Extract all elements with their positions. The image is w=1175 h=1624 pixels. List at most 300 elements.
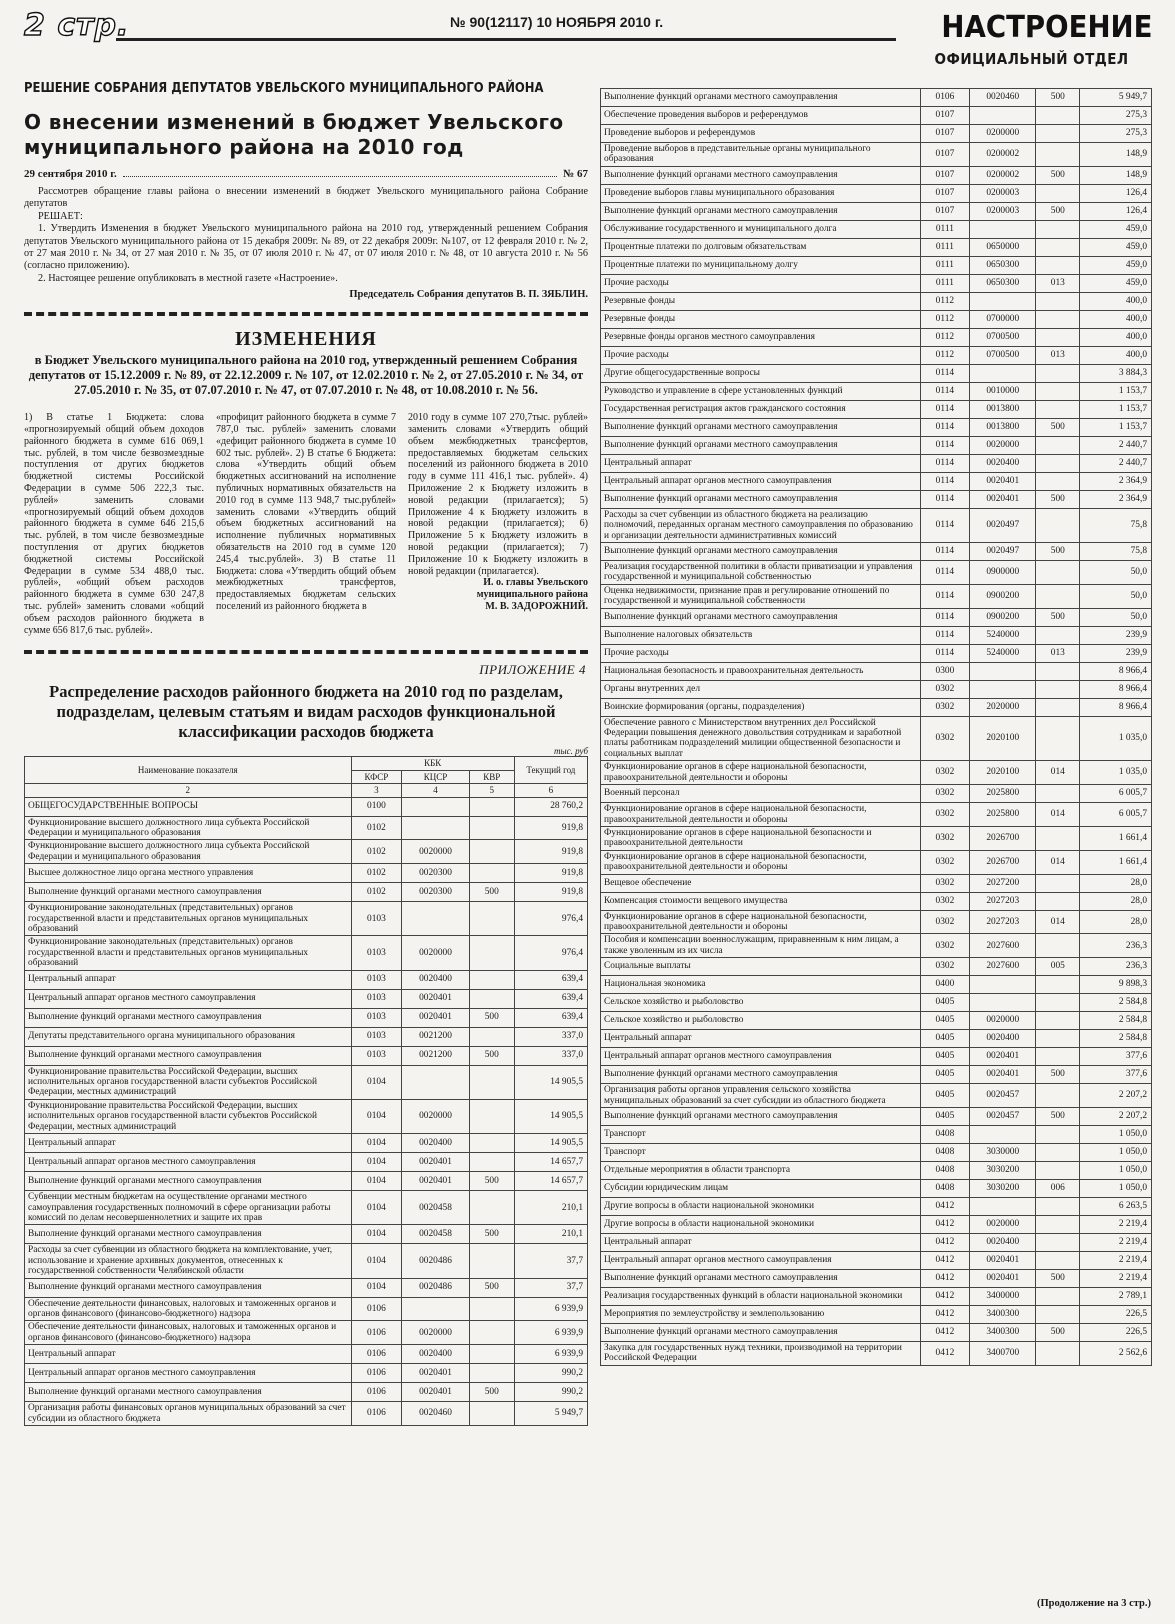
- row-kvr: [1036, 1341, 1080, 1365]
- row-name: Выполнение налоговых обязательств: [601, 626, 921, 644]
- row-name: Транспорт: [601, 1125, 921, 1143]
- row-kfsr: 0104: [351, 1065, 402, 1099]
- row-kfsr: 0104: [351, 1278, 402, 1297]
- row-kcsr: 0020401: [970, 1251, 1036, 1269]
- row-amount: 210,1: [514, 1225, 587, 1244]
- table-row: [25, 902, 588, 936]
- row-kvr: [1036, 698, 1080, 716]
- changes-body: [24, 412, 588, 636]
- row-name: Функционирование правительства Российской Федерации, высших исполнительных органов государственной власти субъектов Российской Федерации, местных администраций: [25, 1099, 352, 1133]
- row-kvr: [469, 1191, 514, 1225]
- row-amount: 976,4: [514, 936, 587, 970]
- row-kcsr: [970, 1197, 1036, 1215]
- row-kvr: [469, 936, 514, 970]
- row-kvr: 500: [469, 1225, 514, 1244]
- row-name: Функционирование органов в сфере национальной безопасности, правоохранительной деятельности и обороны: [601, 910, 921, 934]
- table-row: [601, 761, 1152, 785]
- resolution-body: [24, 186, 588, 285]
- row-name: Национальная экономика: [601, 976, 921, 994]
- row-kcsr: 0020000: [970, 1215, 1036, 1233]
- row-name: Выполнение функций органами местного самоуправления: [601, 1323, 921, 1341]
- row-kcsr: [970, 976, 1036, 994]
- row-kcsr: 0020000: [402, 1321, 470, 1345]
- row-kcsr: 0700000: [970, 310, 1036, 328]
- row-amount: 226,5: [1080, 1323, 1152, 1341]
- row-kvr: 500: [1036, 418, 1080, 436]
- row-kvr: 500: [1036, 89, 1080, 107]
- row-kcsr: 0020300: [402, 864, 470, 883]
- row-name: Выполнение функций органами местного самоуправления: [601, 166, 921, 184]
- row-name: Другие вопросы в области национальной экономики: [601, 1215, 921, 1233]
- table-row: [25, 970, 588, 989]
- row-kfsr: 0114: [920, 472, 970, 490]
- right-column: [600, 88, 1152, 1366]
- row-kfsr: 0405: [920, 1084, 970, 1108]
- resolution-number: № 67: [563, 168, 588, 180]
- row-kvr: [1036, 561, 1080, 585]
- row-kvr: [1036, 1048, 1080, 1066]
- row-name: Социальные выплаты: [601, 958, 921, 976]
- row-kfsr: 0405: [920, 1012, 970, 1030]
- row-kvr: 500: [469, 1278, 514, 1297]
- row-kfsr: 0405: [920, 1030, 970, 1048]
- row-amount: 14 657,7: [514, 1172, 587, 1191]
- row-amount: 2 584,8: [1080, 994, 1152, 1012]
- section-label: ОФИЦИАЛЬНЫЙ ОТДЕЛ: [934, 50, 1129, 68]
- row-amount: 1 153,7: [1080, 400, 1152, 418]
- row-kvr: [1036, 436, 1080, 454]
- row-kcsr: 3030200: [970, 1179, 1036, 1197]
- row-kfsr: 0111: [920, 220, 970, 238]
- table-row: [25, 1191, 588, 1225]
- row-kfsr: 0106: [351, 1383, 402, 1402]
- row-kcsr: 3400700: [970, 1341, 1036, 1365]
- row-kvr: [469, 864, 514, 883]
- row-kfsr: 0405: [920, 1107, 970, 1125]
- row-name: Сельское хозяйство и рыболовство: [601, 1012, 921, 1030]
- table-row: [25, 1225, 588, 1244]
- row-name: Высшее должностное лицо органа местного управления: [25, 864, 352, 883]
- row-kcsr: [402, 816, 470, 840]
- row-kfsr: 0405: [920, 1066, 970, 1084]
- row-name: Обеспечение равного с Министерством внутренних дел Российской Федерации повышения денежного довольствия сотрудникам и заработной платы работникам подразделений милиции общественной безопасности и социальных выплат: [601, 716, 921, 761]
- row-kfsr: 0106: [351, 1345, 402, 1364]
- resolution-paragraph: 2. Настоящее решение опубликовать в местной газете «Настроение».: [38, 272, 338, 284]
- row-kfsr: 0408: [920, 1161, 970, 1179]
- row-kfsr: 0107: [920, 202, 970, 220]
- table-row: [601, 803, 1152, 827]
- table-row: [601, 107, 1152, 125]
- row-kfsr: 0114: [920, 644, 970, 662]
- row-kvr: [1036, 1305, 1080, 1323]
- row-kvr: [469, 1402, 514, 1426]
- row-kcsr: 0020460: [970, 89, 1036, 107]
- row-kcsr: 2020100: [970, 761, 1036, 785]
- row-name: Функционирование законодательных (представительных) органов государственной власти и представительных органов муниципальных образований: [25, 936, 352, 970]
- row-kvr: 500: [469, 1046, 514, 1065]
- resolution-date: 29 сентября 2010 г.: [24, 168, 117, 180]
- row-name: Реализация государственных функций в области национальной экономики: [601, 1287, 921, 1305]
- row-amount: 337,0: [514, 1046, 587, 1065]
- row-amount: 75,8: [1080, 508, 1152, 542]
- row-kvr: [1036, 328, 1080, 346]
- row-kvr: 500: [1036, 543, 1080, 561]
- row-kfsr: 0112: [920, 292, 970, 310]
- row-kvr: [1036, 1143, 1080, 1161]
- row-kcsr: 0020401: [970, 1269, 1036, 1287]
- row-name: Выполнение функций органами местного самоуправления: [601, 436, 921, 454]
- resolution-paragraph: 1. Утвердить Изменения в бюджет Увельского муниципального района на 2010 год, утвержденный решением Собрания депутатов Увельского муниципального района от 15 декабря 2009г. № 89, от 22 декабря 2009г. №107, от 12 февраля 2010 г. № 2, от 27 мая 2010 г. № 34, от 27 мая 2010 г. № 35, от 07 июля 2010 г. № 47, от 07 июля 2010 г. № 48, от 10 августа 2010 г. № 56 (согласно приложению).: [24, 223, 588, 272]
- row-kfsr: 0100: [351, 797, 402, 816]
- row-name: Обеспечение деятельности финансовых, налоговых и таможенных органов и органов финансового (финансово-бюджетного) надзора: [25, 1297, 352, 1321]
- masthead-rule: [116, 38, 896, 41]
- row-kfsr: 0302: [920, 958, 970, 976]
- table-row: [601, 874, 1152, 892]
- table-row: [601, 1305, 1152, 1323]
- row-kcsr: 0020000: [970, 436, 1036, 454]
- row-kcsr: [402, 797, 470, 816]
- row-kcsr: 0900000: [970, 561, 1036, 585]
- row-kfsr: 0102: [351, 864, 402, 883]
- row-kcsr: 0650300: [970, 256, 1036, 274]
- header-kvr: КВР: [469, 770, 514, 783]
- row-kcsr: 0650300: [970, 274, 1036, 292]
- row-kvr: [1036, 716, 1080, 761]
- table-row: [601, 826, 1152, 850]
- row-name: Центральный аппарат: [25, 1134, 352, 1153]
- table-row: [601, 662, 1152, 680]
- row-amount: 8 966,4: [1080, 680, 1152, 698]
- row-kfsr: 0103: [351, 970, 402, 989]
- row-kvr: [1036, 364, 1080, 382]
- row-kcsr: 5240000: [970, 626, 1036, 644]
- row-name: Функционирование высшего должностного лица субъекта Российской Федерации и муниципального образования: [25, 816, 352, 840]
- table-row: [601, 910, 1152, 934]
- row-kvr: [1036, 143, 1080, 167]
- divider: [24, 650, 588, 654]
- row-kcsr: 0020400: [402, 1134, 470, 1153]
- row-kvr: 013: [1036, 274, 1080, 292]
- row-kcsr: 0010000: [970, 382, 1036, 400]
- row-kfsr: 0104: [351, 1191, 402, 1225]
- row-kfsr: 0104: [351, 1244, 402, 1278]
- row-kvr: [1036, 454, 1080, 472]
- left-table-body: [25, 797, 588, 1425]
- table-row: [601, 472, 1152, 490]
- row-kfsr: 0302: [920, 761, 970, 785]
- resolution-paragraph: Рассмотрев обращение главы района о внесении изменений в бюджет Увельского муниципального района Собрание депутатов: [24, 186, 588, 210]
- row-name: Функционирование органов в сфере национальной безопасности, правоохранительной деятельности и обороны: [601, 761, 921, 785]
- row-name: Центральный аппарат: [25, 970, 352, 989]
- row-amount: 6 939,9: [514, 1321, 587, 1345]
- row-kvr: 500: [469, 1172, 514, 1191]
- row-kfsr: 0114: [920, 626, 970, 644]
- row-kfsr: 0114: [920, 543, 970, 561]
- row-kvr: [469, 902, 514, 936]
- row-kvr: [1036, 125, 1080, 143]
- row-amount: 1 035,0: [1080, 761, 1152, 785]
- row-kcsr: [402, 1065, 470, 1099]
- row-kvr: [1036, 934, 1080, 958]
- table-row: [601, 454, 1152, 472]
- row-name: Государственная регистрация актов гражданского состояния: [601, 400, 921, 418]
- row-kvr: [1036, 238, 1080, 256]
- row-kfsr: 0107: [920, 125, 970, 143]
- row-kvr: [1036, 1125, 1080, 1143]
- row-kcsr: 3030200: [970, 1161, 1036, 1179]
- row-amount: 6 005,7: [1080, 803, 1152, 827]
- row-kcsr: 0020457: [970, 1107, 1036, 1125]
- row-kcsr: 0020401: [402, 1383, 470, 1402]
- row-amount: 2 207,2: [1080, 1084, 1152, 1108]
- row-name: Субвенции местным бюджетам на осуществление органами местного самоуправления государственных полномочий в сфере организации работы комиссий по делам несовершеннолетних и защите их прав: [25, 1191, 352, 1225]
- table-row: [601, 584, 1152, 608]
- row-amount: 1 661,4: [1080, 850, 1152, 874]
- row-name: Выполнение функций органами местного самоуправления: [25, 883, 352, 902]
- row-kcsr: 0020400: [970, 454, 1036, 472]
- row-kcsr: [970, 292, 1036, 310]
- row-kvr: 500: [1036, 1323, 1080, 1341]
- row-amount: 2 440,7: [1080, 436, 1152, 454]
- row-kfsr: 0302: [920, 803, 970, 827]
- row-kvr: [469, 1345, 514, 1364]
- row-name: Процентные платежи по долговым обязательствам: [601, 238, 921, 256]
- row-name: Центральный аппарат: [601, 1233, 921, 1251]
- table-row: [25, 816, 588, 840]
- continuation-note: (Продолжение на 3 стр.): [1037, 1598, 1151, 1609]
- row-amount: 377,6: [1080, 1066, 1152, 1084]
- table-row: [25, 1364, 588, 1383]
- row-amount: 990,2: [514, 1364, 587, 1383]
- row-kcsr: 0020401: [970, 1066, 1036, 1084]
- row-amount: 2 219,4: [1080, 1251, 1152, 1269]
- table-row: [25, 1153, 588, 1172]
- row-kfsr: 0104: [351, 1172, 402, 1191]
- row-kcsr: 0013800: [970, 418, 1036, 436]
- row-name: Выполнение функций органами местного самоуправления: [25, 1008, 352, 1027]
- row-name: Выполнение функций органами местного самоуправления: [25, 1172, 352, 1191]
- row-name: Центральный аппарат: [25, 1345, 352, 1364]
- row-kfsr: 0412: [920, 1251, 970, 1269]
- page-number: 2 стр.: [24, 8, 130, 43]
- row-kcsr: 0200003: [970, 202, 1036, 220]
- row-kvr: [1036, 874, 1080, 892]
- table-row: [601, 1048, 1152, 1066]
- table-row: [601, 328, 1152, 346]
- row-kcsr: [970, 1125, 1036, 1143]
- row-kcsr: 0020300: [402, 883, 470, 902]
- table-row: [601, 680, 1152, 698]
- row-name: Сельское хозяйство и рыболовство: [601, 994, 921, 1012]
- row-name: Центральный аппарат органов местного самоуправления: [601, 1048, 921, 1066]
- table-row: [601, 400, 1152, 418]
- left-column: [24, 80, 588, 1426]
- row-amount: 919,8: [514, 883, 587, 902]
- table-row: [601, 508, 1152, 542]
- row-kcsr: 0020000: [402, 1099, 470, 1133]
- row-name: Обслуживание государственного и муниципального долга: [601, 220, 921, 238]
- table-row: [601, 608, 1152, 626]
- row-kvr: [1036, 508, 1080, 542]
- row-kcsr: 0020000: [970, 1012, 1036, 1030]
- row-kcsr: 0020400: [970, 1030, 1036, 1048]
- budget-table-right: [600, 88, 1152, 1366]
- row-amount: 1 050,0: [1080, 1143, 1152, 1161]
- row-amount: 976,4: [514, 902, 587, 936]
- table-row: [601, 418, 1152, 436]
- row-kcsr: [402, 1297, 470, 1321]
- annex-label: ПРИЛОЖЕНИЕ 4: [479, 662, 586, 678]
- row-kcsr: 0020401: [970, 1048, 1036, 1066]
- row-kvr: [469, 1297, 514, 1321]
- row-kfsr: 0412: [920, 1323, 970, 1341]
- row-kcsr: 2027203: [970, 892, 1036, 910]
- table-row: [601, 292, 1152, 310]
- row-name: Реализация государственной политики в области приватизации и управления государственной и муниципальной собственностью: [601, 561, 921, 585]
- row-kcsr: 0020000: [402, 840, 470, 864]
- row-kfsr: 0412: [920, 1269, 970, 1287]
- row-kfsr: 0412: [920, 1215, 970, 1233]
- row-kcsr: 0013800: [970, 400, 1036, 418]
- table-row: [601, 698, 1152, 716]
- row-kfsr: 0302: [920, 892, 970, 910]
- row-kfsr: 0302: [920, 850, 970, 874]
- row-kvr: 014: [1036, 850, 1080, 874]
- row-amount: 919,8: [514, 864, 587, 883]
- row-kcsr: 0020460: [402, 1402, 470, 1426]
- row-amount: 400,0: [1080, 310, 1152, 328]
- row-kcsr: 2027200: [970, 874, 1036, 892]
- row-kvr: [1036, 1233, 1080, 1251]
- row-kfsr: 0300: [920, 662, 970, 680]
- row-kcsr: 0020401: [402, 1172, 470, 1191]
- row-kfsr: 0302: [920, 934, 970, 958]
- table-row: [25, 936, 588, 970]
- row-kfsr: 0103: [351, 1027, 402, 1046]
- table-row: [601, 143, 1152, 167]
- row-kvr: [1036, 382, 1080, 400]
- row-kcsr: 0700500: [970, 328, 1036, 346]
- row-kvr: [1036, 994, 1080, 1012]
- row-amount: 1 050,0: [1080, 1125, 1152, 1143]
- row-kcsr: 3400000: [970, 1287, 1036, 1305]
- table-row: [601, 1287, 1152, 1305]
- resolution-header: РЕШЕНИЕ СОБРАНИЯ ДЕПУТАТОВ УВЕЛЬСКОГО МУНИЦИПАЛЬНОГО РАЙОНА: [24, 80, 544, 96]
- row-kvr: [1036, 680, 1080, 698]
- row-kcsr: [970, 662, 1036, 680]
- row-amount: 5 949,7: [514, 1402, 587, 1426]
- row-amount: 148,9: [1080, 143, 1152, 167]
- row-kvr: 500: [1036, 1066, 1080, 1084]
- row-amount: 5 949,7: [1080, 89, 1152, 107]
- row-kvr: [1036, 1215, 1080, 1233]
- table-row: [601, 1066, 1152, 1084]
- row-amount: 2 584,8: [1080, 1012, 1152, 1030]
- row-kfsr: 0114: [920, 561, 970, 585]
- row-amount: 1 153,7: [1080, 418, 1152, 436]
- row-kfsr: 0114: [920, 490, 970, 508]
- table-row: [25, 1027, 588, 1046]
- table-row: [25, 883, 588, 902]
- row-kcsr: 3030000: [970, 1143, 1036, 1161]
- row-name: Проведение выборов главы муниципального образования: [601, 184, 921, 202]
- row-kfsr: 0412: [920, 1305, 970, 1323]
- row-kfsr: 0114: [920, 418, 970, 436]
- table-row: [601, 785, 1152, 803]
- row-kcsr: 2026700: [970, 826, 1036, 850]
- table-row: [601, 1323, 1152, 1341]
- row-name: Отдельные мероприятия в области транспорта: [601, 1161, 921, 1179]
- row-amount: 639,4: [514, 1008, 587, 1027]
- row-kcsr: 0020458: [402, 1191, 470, 1225]
- row-kvr: [1036, 1012, 1080, 1030]
- row-kvr: [1036, 1197, 1080, 1215]
- row-amount: 210,1: [514, 1191, 587, 1225]
- row-kcsr: 0200003: [970, 184, 1036, 202]
- masthead: [24, 8, 1152, 48]
- row-kfsr: 0405: [920, 994, 970, 1012]
- row-name: Другие общегосударственные вопросы: [601, 364, 921, 382]
- resolution-paragraph: РЕШАЕТ:: [38, 210, 83, 222]
- row-name: Центральный аппарат органов местного самоуправления: [25, 1153, 352, 1172]
- row-kfsr: 0107: [920, 184, 970, 202]
- row-kcsr: 0900200: [970, 608, 1036, 626]
- budget-table-left: Наименование показателя КБК Текущий год КФСР КЦСР КВР 2 3 4 5 6 ОБЩЕГОСУДАРСТВЕННЫЕ ВОПРОСЫ 0100 28 760,2 Функционирование высшего должностного лица субъекта Российской Федерации и муниципального образования 0102 919,8 Функционирование высшего должностного лица субъекта Российской Федерации и муниципального образования 0102 0020000 919,8 Высшее должностное лицо органа местного управления 0102 0020300 919,8 Выполнение функций органами местного самоуправления 0102 0020300 500 919,8 Функционирование законодательных (представительных) органов государственной власти и представительных органов муниципальных образований 0103 976,4 Функционирование законодательных (представительных) органов государственной власти и представительных органов муниципальных образований 0103 0020000 976,4 Центральный аппарат 0103 0020400 639,4 Центральный аппарат органов местного самоуправления 0103 0020401 639,4 Выполнение функций органами местного самоуправления 0103 0020401 500 639,4 Депутаты представительного органа муниципального образования 0103 0021200 337,0 Выполнение функций органами местного самоуправления 0103 0021200 500 337,0 Функционирование правительства Российской Федерации, высших исполнительных органов государственной власти субъектов Российской Федерации, местных администраций 0104 14 905,5 Функционирование правительства Российской Федерации, высших исполнительных органов государственной власти субъектов Российской Федерации, местных администраций 0104 0020000 14 905,5 Центральный аппарат 0104 0020400 14 905,5 Центральный аппарат органов местного самоуправления 0104 0020401 14 657,7 Выполнение функций органами местного самоуправления 0104 0020401 500 14 657,7 Субвенции местным бюджетам на осуществление органами местного самоуправления государственных полномочий в сфере организации работы комиссий по делам несовершеннолетних и защите их прав 0104 0020458 210,1 Выполнение функций органами местного самоуправления 0104 0020458 500 210,1 Расходы за счет субвенции из областного бюджета на комплектование, учет, использование и хранение архивных документов, отнесенных к государственной собственности Челябинской области 0104 0020486 37,7 Выполнение функций органами местного самоуправления 0104 0020486 500 37,7 Обеспечение деятельности финансовых, налоговых и таможенных органов и органов финансового (финансово-бюджетного) надзора 0106 6 939,9 Обеспечение деятельности финансовых, налоговых и таможенных органов и органов финансового (финансово-бюджетного) надзора 0106 0020000 6 939,9 Центральный аппарат 0106 0020400 6 939,9 Центральный аппарат органов местного самоуправления 0106 0020401 990,2 Выполнение функций органами местного самоуправления 0106 0020401 500 990,2 Организация работы финансовых органов муниципальных образований за счет субсидии из областного бюджета 0106 0020460 5 949,7: [24, 756, 588, 1426]
- row-amount: 400,0: [1080, 346, 1152, 364]
- row-kfsr: 0405: [920, 1048, 970, 1066]
- row-kfsr: 0412: [920, 1287, 970, 1305]
- row-amount: 459,0: [1080, 238, 1152, 256]
- row-kcsr: 3400300: [970, 1323, 1036, 1341]
- table-row: [25, 1008, 588, 1027]
- row-kvr: [1036, 292, 1080, 310]
- row-amount: 337,0: [514, 1027, 587, 1046]
- row-kvr: 500: [1036, 608, 1080, 626]
- table-row: [601, 1084, 1152, 1108]
- row-name: Другие вопросы в области национальной экономики: [601, 1197, 921, 1215]
- row-kfsr: 0412: [920, 1341, 970, 1365]
- table-row: [601, 976, 1152, 994]
- row-name: Проведение выборов в представительные органы муниципального образования: [601, 143, 921, 167]
- table-row: [601, 220, 1152, 238]
- row-amount: 28,0: [1080, 874, 1152, 892]
- row-kvr: [1036, 826, 1080, 850]
- row-kvr: [1036, 220, 1080, 238]
- row-kcsr: 2027600: [970, 958, 1036, 976]
- row-kvr: [469, 797, 514, 816]
- row-name: Национальная безопасность и правоохранительная деятельность: [601, 662, 921, 680]
- row-kvr: [1036, 184, 1080, 202]
- header-kfsr: КФСР: [351, 770, 402, 783]
- row-kfsr: 0104: [351, 1153, 402, 1172]
- row-name: Выполнение функций органами местного самоуправления: [601, 1066, 921, 1084]
- row-kfsr: 0302: [920, 680, 970, 698]
- table-row: [25, 1134, 588, 1153]
- row-kfsr: 0106: [351, 1402, 402, 1426]
- row-kfsr: 0107: [920, 166, 970, 184]
- table-row: [601, 850, 1152, 874]
- row-kcsr: 0020486: [402, 1278, 470, 1297]
- row-name: Выполнение функций органами местного самоуправления: [601, 202, 921, 220]
- row-kcsr: [970, 994, 1036, 1012]
- row-kvr: 005: [1036, 958, 1080, 976]
- row-kcsr: [970, 107, 1036, 125]
- row-kfsr: 0112: [920, 310, 970, 328]
- header-year: Текущий год: [514, 757, 587, 784]
- row-kfsr: 0302: [920, 698, 970, 716]
- row-name: Выполнение функций органами местного самоуправления: [601, 608, 921, 626]
- table-row: [601, 934, 1152, 958]
